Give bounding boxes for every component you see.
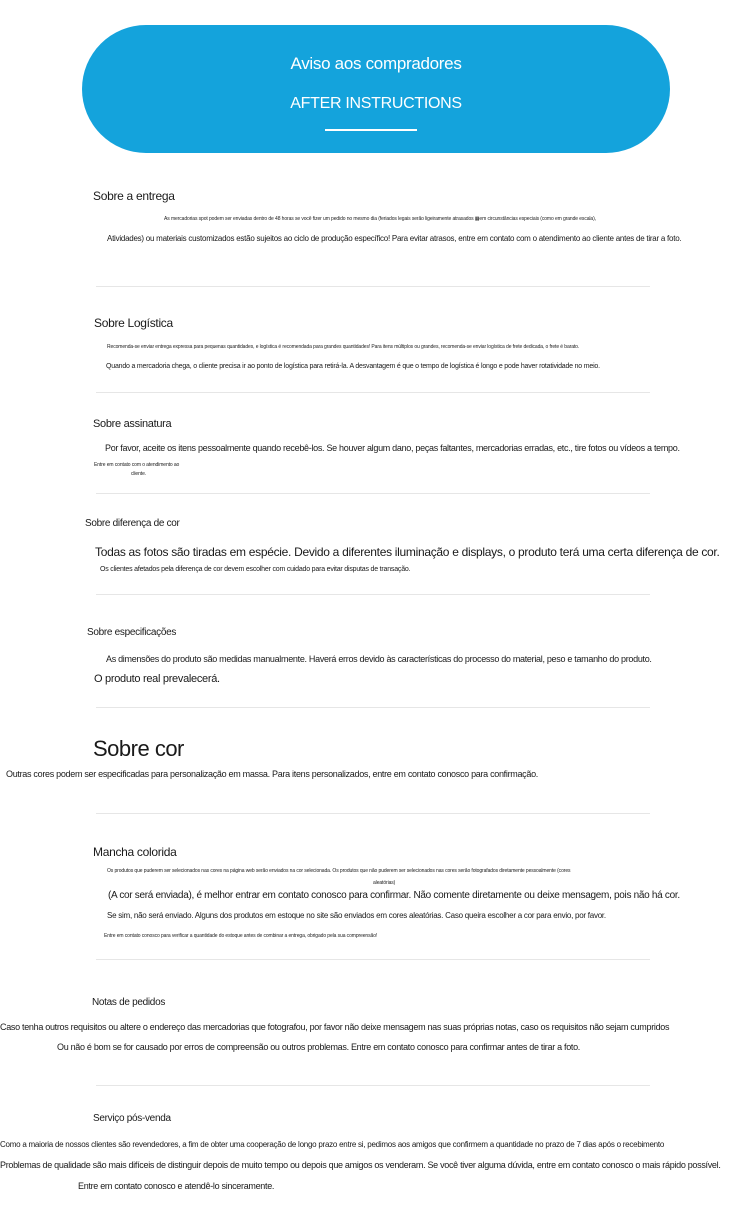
section-divider xyxy=(96,392,650,393)
section-heading-signature: Sobre assinatura xyxy=(93,418,172,430)
notice-subtitle: AFTER INSTRUCTIONS xyxy=(290,95,462,112)
section-heading-logistics: Sobre Logística xyxy=(94,316,173,330)
logistics-text-line: Recomenda-se enviar entrega expressa para pequenas quantidades, e logística é recomendada para grandes quantidades! Para itens múltiplos ou grandes, recomenda-se enviar logística de frete dedicada, o frete é barato. xyxy=(107,344,580,350)
section-divider xyxy=(96,1085,650,1086)
section-divider xyxy=(96,493,650,494)
section-divider xyxy=(96,286,650,287)
color-stain-text-line: Os produtos que puderem ser selecionados nas cores na página web serão enviados na cor selecionada. Os produtos que não puderem ser selecionados nas cores serão fotografados diretamente pessoalmente (cores xyxy=(107,868,571,874)
color-stain-text-line: Entre em contato conosco para verificar a quantidade do estoque antes de combinar a entrega, obrigado pela sua compreensão! xyxy=(104,933,378,939)
section-heading-order-notes: Notas de pedidos xyxy=(92,997,166,1008)
color-stain-text-line: Se sim, não será enviado. Alguns dos produtos em estoque no site são enviados em cores aleatórias. Caso queira escolher a cor para envio, por favor. xyxy=(107,911,606,920)
section-heading-color: Sobre cor xyxy=(93,736,184,761)
section-heading-specifications: Sobre especificações xyxy=(87,627,177,638)
section-heading-color-difference: Sobre diferença de cor xyxy=(85,518,180,529)
after-sales-text-line: Entre em contato conosco e atendê-lo sinceramente. xyxy=(78,1181,275,1191)
order-notes-text-line: Caso tenha outros requisitos ou altere o endereço das mercadorias que fotografou, por favor não deixe mensagem nas suas próprias notas, caso os requisitos não sejam cumpridos xyxy=(0,1022,670,1032)
color-stain-text-line: aleatórias) xyxy=(373,880,396,886)
specifications-text-line: As dimensões do produto são medidas manualmente. Haverá erros devido às características do processo do material, peso e tamanho do produto. xyxy=(106,654,652,664)
color-text-line: Outras cores podem ser especificadas para personalização em massa. Para itens personalizados, entre em contato conosco para confirmação. xyxy=(6,769,538,779)
notice-title: Aviso aos compradores xyxy=(290,54,462,73)
section-heading-after-sales: Serviço pós-venda xyxy=(93,1113,171,1124)
delivery-text-line: Atividades) ou materiais customizados estão sujeitos ao ciclo de produção específico! Para evitar atrasos, entre em contato com o atendimento ao cliente antes de tirar a foto. xyxy=(107,234,682,243)
signature-text-line: cliente. xyxy=(131,471,147,477)
after-sales-text-line: Problemas de qualidade são mais difíceis de distinguir depois de muito tempo ou depois que amigos os venderam. Se você tiver alguma dúvida, entre em contato conosco o mais rápido possível. xyxy=(0,1160,721,1170)
section-divider xyxy=(96,707,650,708)
notice-banner xyxy=(82,25,670,153)
section-divider xyxy=(96,813,650,814)
specifications-text-line: O produto real prevalecerá. xyxy=(94,673,220,685)
section-divider xyxy=(96,594,650,595)
color-difference-text-line: Todas as fotos são tiradas em espécie. Devido a diferentes iluminação e displays, o produto terá uma certa diferença de cor. xyxy=(95,545,720,559)
title-underline xyxy=(325,129,417,131)
delivery-text-line: As mercadorias spot podem ser enviadas dentro de 48 horas se você fizer um pedido no mesmo dia (feriados legais serão ligeiramente atrasados ▦em circunstâncias especiais (como em grande escala), xyxy=(164,216,596,222)
color-difference-text-line: Os clientes afetados pela diferença de cor devem escolher com cuidado para evitar disputas de transação. xyxy=(100,566,411,573)
logistics-text-line: Quando a mercadoria chega, o cliente precisa ir ao ponto de logística para retirá-la. A desvantagem é que o tempo de logística é longo e pode haver rotatividade no meio. xyxy=(106,363,600,370)
order-notes-text-line: Ou não é bom se for causado por erros de compreensão ou outros problemas. Entre em contato conosco para confirmar antes de tirar a foto. xyxy=(57,1042,581,1052)
after-sales-text-line: Como a maioria de nossos clientes são revendedores, a fim de obter uma cooperação de longo prazo entre si, pedimos aos amigos que confirmem a quantidade no prazo de 7 dias após o recebimento xyxy=(0,1140,665,1149)
signature-text-line: Entre em contato com o atendimento ao xyxy=(94,462,180,468)
color-stain-text-line: (A cor será enviada), é melhor entrar em contato conosco para confirmar. Não comente diretamente ou deixe mensagem, pois não há cor. xyxy=(108,890,680,901)
section-heading-delivery: Sobre a entrega xyxy=(93,189,175,203)
section-heading-color-stain: Mancha colorida xyxy=(93,845,177,859)
section-divider xyxy=(96,959,650,960)
signature-text-line: Por favor, aceite os itens pessoalmente quando recebê-los. Se houver algum dano, peças faltantes, mercadorias erradas, etc., tire fotos ou vídeos a tempo. xyxy=(105,443,680,453)
